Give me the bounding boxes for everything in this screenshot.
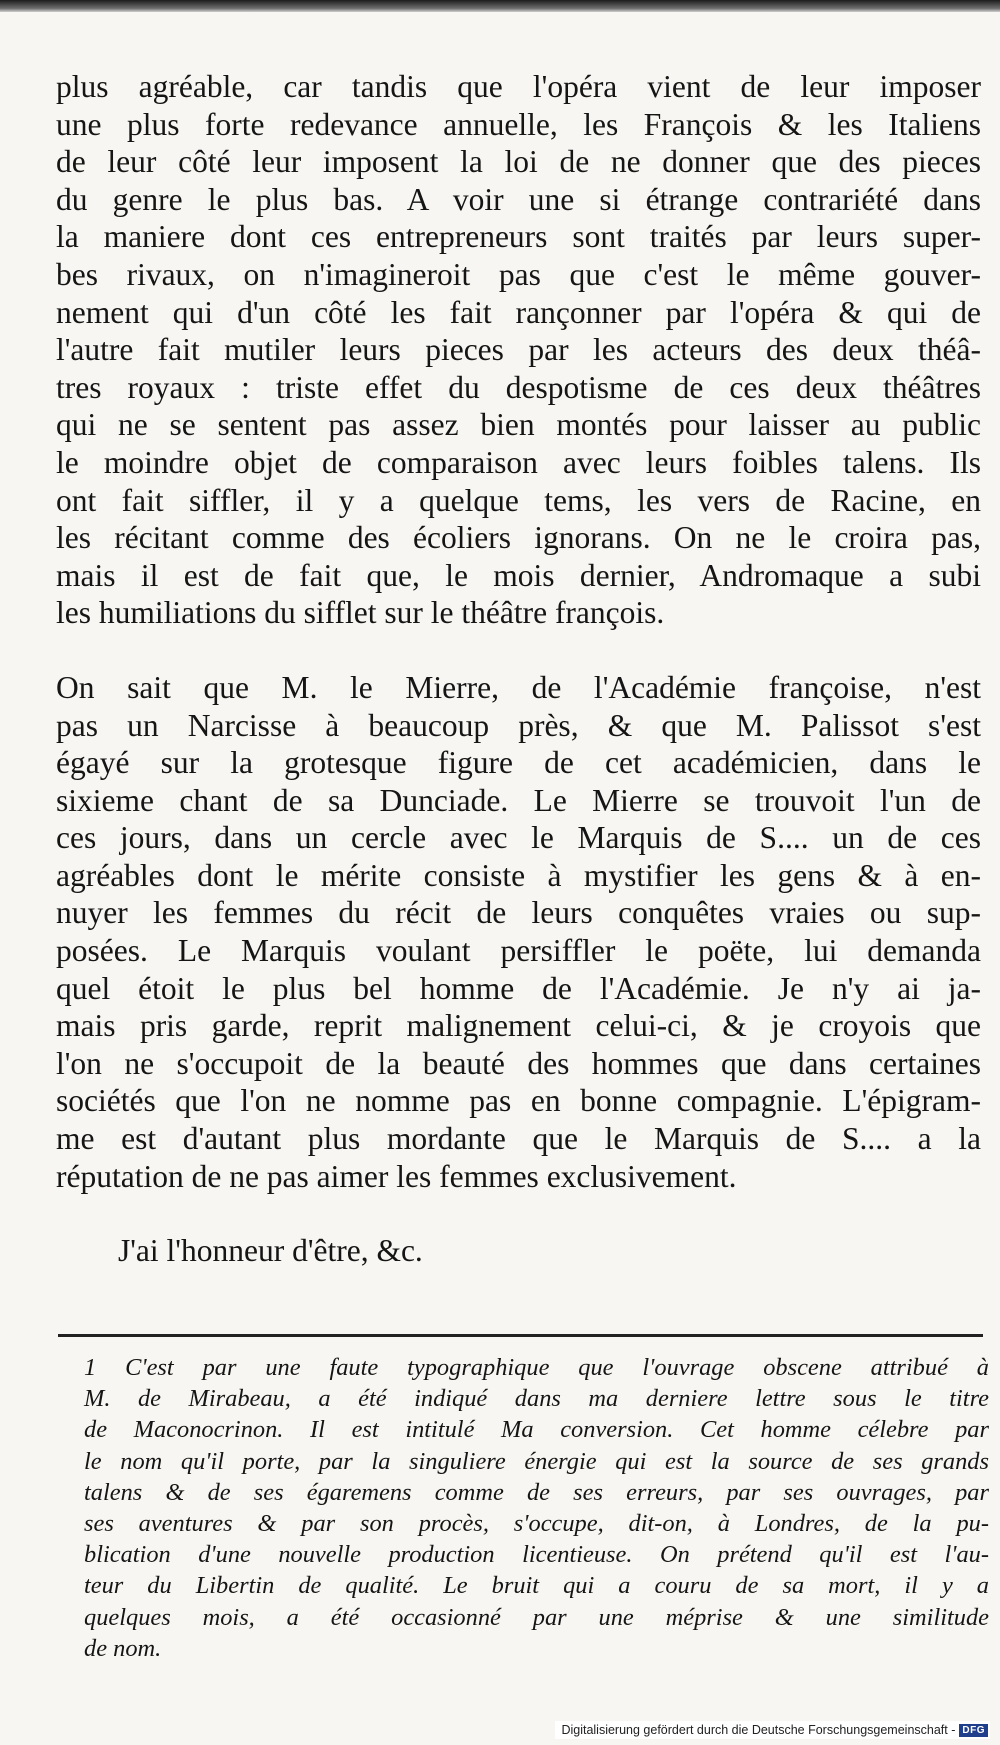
text-line: On sait que M. le Mierre, de l'Académie françoise, n'est xyxy=(56,669,981,705)
text-line: plus agréable, car tandis que l'opéra vient de leur imposer xyxy=(56,69,981,104)
text-line: nuyer les femmes du récit de leurs conquêtes vraies ou sup- xyxy=(56,895,981,931)
text-line: agréables dont le mérite consiste à mystifier les gens & à en- xyxy=(56,857,981,893)
text-line: l'autre fait mutiler leurs pieces par les acteurs des deux théâ- xyxy=(56,332,981,368)
text-line: le nom qu'il porte, par la singuliere énergie qui est la source de ses grands xyxy=(84,1447,989,1475)
text-line: qui ne se sentent pas assez bien montés pour laisser au public xyxy=(56,407,981,443)
text-line: mais il est de fait que, le mois dernier, Andromaque a subi xyxy=(56,557,981,593)
text-line: pas un Narcisse à beaucoup près, & que M. Palissot s'est xyxy=(56,707,981,743)
text-line: tres royaux : triste effet du despotisme de ces deux théâtres xyxy=(56,369,981,405)
paragraph-1 xyxy=(56,68,981,632)
text-line: ont fait siffler, il y a quelque tems, les vers de Racine, en xyxy=(56,482,981,518)
text-line: me est d'autant plus mordante que le Marquis de S.... a la xyxy=(56,1121,981,1157)
paragraph-spacer xyxy=(56,632,981,669)
text-line: de leur côté leur imposent la loi de ne donner que des pieces xyxy=(56,144,981,180)
text-line: ces jours, dans un cercle avec le Marquis de S.... un de ces xyxy=(56,820,981,856)
text-line: les récitant comme des écoliers ignorans. On ne le croira pas, xyxy=(56,520,981,556)
text-line: réputation de ne pas aimer les femmes exclusivement. xyxy=(56,1158,737,1194)
text-line: talens & de ses égaremens comme de ses erreurs, par ses ouvrages, par xyxy=(84,1478,989,1506)
text-line: bes rivaux, on n'imagineroit pas que c'est le même gouver- xyxy=(56,256,981,292)
footnote xyxy=(84,1352,989,1664)
text-line: de Maconocrinon. Il est intitulé Ma conversion. Cet homme célebre par xyxy=(84,1416,989,1444)
text-line: de nom. xyxy=(84,1634,162,1662)
paragraph-spacer xyxy=(56,1195,981,1232)
text-line: ses aventures & par son procès, s'occupe, dit-on, à Londres, de la pu- xyxy=(84,1510,989,1538)
dfg-logo: DFG xyxy=(959,1724,988,1737)
text-line: égayé sur la grotesque figure de cet académicien, dans le xyxy=(56,745,981,781)
text-line: quel étoit le plus bel homme de l'Académie. Je n'y ai ja- xyxy=(56,970,981,1006)
text-line: sixieme chant de sa Dunciade. Le Mierre se trouvoit l'un de xyxy=(56,782,981,818)
text-line: la maniere dont ces entrepreneurs sont traités par leurs super- xyxy=(56,219,981,255)
digitization-credit xyxy=(555,1721,990,1739)
text-line: le moindre objet de comparaison avec leurs foibles talens. Ils xyxy=(56,444,981,480)
text-line: l'on ne s'occupoit de la beauté des hommes que dans certaines xyxy=(56,1045,981,1081)
footnote-rule xyxy=(58,1334,983,1337)
text-line: sociétés que l'on ne nomme pas en bonne compagnie. L'épigram- xyxy=(56,1083,981,1119)
text-line: M. de Mirabeau, a été indiqué dans ma derniere lettre sous le titre xyxy=(84,1385,989,1413)
closing-line: J'ai l'honneur d'être, &c. xyxy=(118,1233,423,1269)
text-line: posées. Le Marquis voulant persiffler le poëte, lui demanda xyxy=(56,933,981,969)
text-line: teur du Libertin de qualité. Le bruit qui a couru de sa mort, il y a xyxy=(84,1572,989,1600)
main-text xyxy=(56,68,981,1270)
page-top-edge xyxy=(0,0,1000,12)
text-line: blication d'une nouvelle production licentieuse. On prétend qu'il est l'au- xyxy=(84,1541,989,1569)
paragraph-2 xyxy=(56,669,981,1195)
text-line: les humiliations du sifflet sur le théâtre françois. xyxy=(56,595,665,631)
text-line: une plus forte redevance annuelle, les François & les Italiens xyxy=(56,106,981,142)
text-line: quelques mois, a été occasionné par une méprise & une similitude xyxy=(84,1603,989,1631)
text-line: du genre le plus bas. A voir une si étrange contrariété dans xyxy=(56,181,981,217)
text-line: nement qui d'un côté les fait rançonner par l'opéra & qui de xyxy=(56,294,981,330)
text-line: mais pris garde, reprit malignement celui-ci, & je croyois que xyxy=(56,1008,981,1044)
text-line: 1 C'est par une faute typographique que l'ouvrage obscene attribué à xyxy=(84,1354,989,1381)
credit-text: Digitalisierung gefördert durch die Deutsche Forschungsgemeinschaft - xyxy=(561,1723,956,1737)
